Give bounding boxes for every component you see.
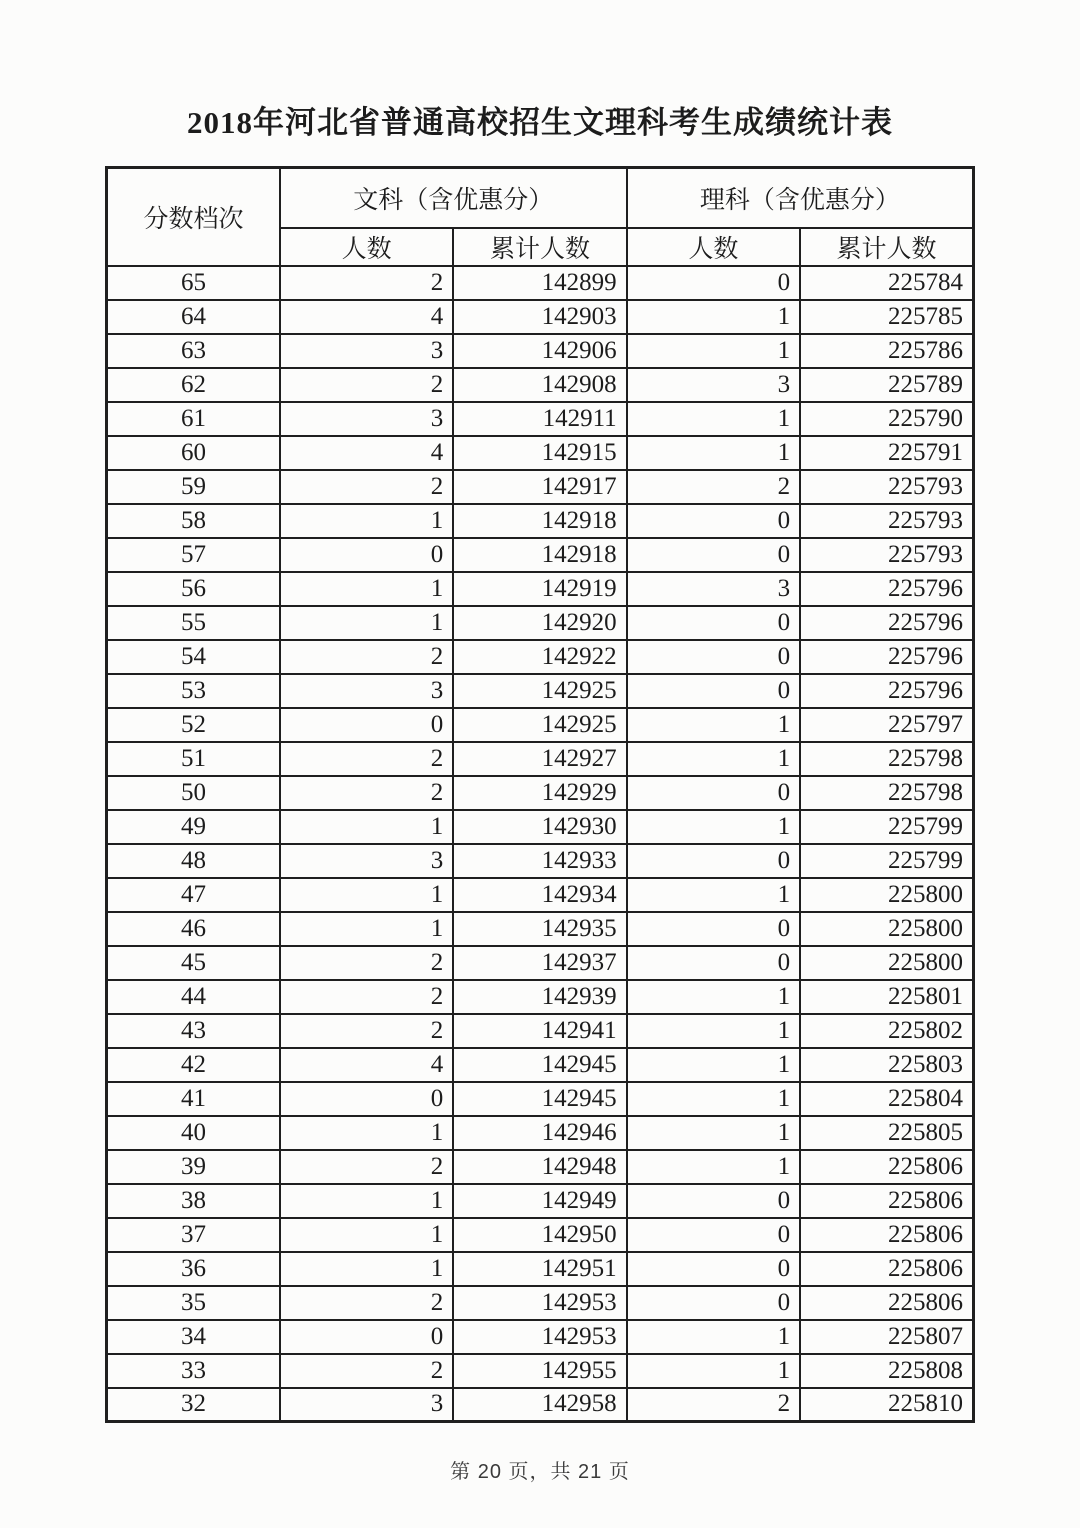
table-row [107,878,974,912]
page-number: 第 20 页，共 21 页 [450,1461,630,1483]
arts-cumulative-cell: 142933 [453,844,626,878]
score-level-cell: 42 [107,1048,280,1082]
science-count-cell: 1 [627,810,800,844]
arts-cumulative-cell: 142930 [453,810,626,844]
science-count-cell: 1 [627,742,800,776]
science-count-cell: 0 [627,1184,800,1218]
science-count-cell: 2 [627,470,800,504]
arts-count-cell: 4 [280,1048,453,1082]
header-arts-cumulative: 累计人数 [453,228,626,266]
table-row [107,1150,974,1184]
score-level-cell: 32 [107,1388,280,1422]
science-count-cell: 1 [627,980,800,1014]
science-cumulative-cell: 225799 [800,810,973,844]
science-cumulative-cell: 225796 [800,640,973,674]
table-row [107,470,974,504]
arts-cumulative-cell: 142937 [453,946,626,980]
arts-cumulative-cell: 142922 [453,640,626,674]
arts-count-cell: 2 [280,266,453,300]
score-level-cell: 60 [107,436,280,470]
header-score-level: 分数档次 [107,168,280,266]
arts-count-cell: 0 [280,1320,453,1354]
table-row [107,844,974,878]
arts-cumulative-cell: 142903 [453,300,626,334]
arts-count-cell: 1 [280,1116,453,1150]
table-row [107,1354,974,1388]
arts-cumulative-cell: 142915 [453,436,626,470]
table-row [107,300,974,334]
table-row [107,1388,974,1422]
table-row [107,1048,974,1082]
arts-count-cell: 2 [280,1354,453,1388]
arts-count-cell: 2 [280,742,453,776]
science-count-cell: 3 [627,368,800,402]
table-row [107,504,974,538]
score-level-cell: 45 [107,946,280,980]
score-level-cell: 64 [107,300,280,334]
arts-cumulative-cell: 142955 [453,1354,626,1388]
arts-count-cell: 1 [280,1252,453,1286]
arts-count-cell: 2 [280,640,453,674]
arts-cumulative-cell: 142953 [453,1286,626,1320]
science-cumulative-cell: 225798 [800,776,973,810]
science-cumulative-cell: 225810 [800,1388,973,1422]
table-body [107,266,974,1422]
table-row [107,1116,974,1150]
score-level-cell: 47 [107,878,280,912]
science-cumulative-cell: 225803 [800,1048,973,1082]
score-level-cell: 34 [107,1320,280,1354]
arts-cumulative-cell: 142925 [453,708,626,742]
science-cumulative-cell: 225793 [800,504,973,538]
arts-count-cell: 4 [280,436,453,470]
science-cumulative-cell: 225800 [800,912,973,946]
science-count-cell: 3 [627,572,800,606]
science-count-cell: 0 [627,776,800,810]
science-count-cell: 0 [627,606,800,640]
science-count-cell: 1 [627,878,800,912]
arts-cumulative-cell: 142911 [453,402,626,436]
arts-cumulative-cell: 142935 [453,912,626,946]
science-cumulative-cell: 225802 [800,1014,973,1048]
table-row [107,1286,974,1320]
table-row [107,640,974,674]
science-count-cell: 0 [627,266,800,300]
score-level-cell: 41 [107,1082,280,1116]
arts-cumulative-cell: 142949 [453,1184,626,1218]
science-cumulative-cell: 225806 [800,1184,973,1218]
arts-count-cell: 1 [280,1184,453,1218]
arts-count-cell: 3 [280,844,453,878]
score-statistics-table [105,166,975,1423]
science-count-cell: 0 [627,1218,800,1252]
arts-cumulative-cell: 142929 [453,776,626,810]
science-cumulative-cell: 225797 [800,708,973,742]
science-cumulative-cell: 225806 [800,1150,973,1184]
science-cumulative-cell: 225805 [800,1116,973,1150]
table-row [107,436,974,470]
score-level-cell: 50 [107,776,280,810]
science-cumulative-cell: 225785 [800,300,973,334]
page-title: 2018年河北省普通高校招生文理科考生成绩统计表 [187,105,893,140]
science-count-cell: 1 [627,1320,800,1354]
score-level-cell: 48 [107,844,280,878]
science-cumulative-cell: 225804 [800,1082,973,1116]
arts-cumulative-cell: 142945 [453,1082,626,1116]
science-cumulative-cell: 225808 [800,1354,973,1388]
arts-count-cell: 2 [280,946,453,980]
arts-cumulative-cell: 142919 [453,572,626,606]
arts-cumulative-cell: 142899 [453,266,626,300]
science-count-cell: 1 [627,1116,800,1150]
science-cumulative-cell: 225793 [800,538,973,572]
science-count-cell: 1 [627,1048,800,1082]
science-count-cell: 0 [627,946,800,980]
science-count-cell: 1 [627,436,800,470]
arts-count-cell: 1 [280,606,453,640]
arts-cumulative-cell: 142953 [453,1320,626,1354]
score-level-cell: 53 [107,674,280,708]
science-cumulative-cell: 225793 [800,470,973,504]
table-row [107,1082,974,1116]
table-row [107,538,974,572]
science-count-cell: 0 [627,504,800,538]
table-row [107,1014,974,1048]
score-level-cell: 61 [107,402,280,436]
arts-count-cell: 3 [280,1388,453,1422]
science-cumulative-cell: 225806 [800,1218,973,1252]
table-row [107,708,974,742]
science-count-cell: 1 [627,300,800,334]
science-count-cell: 1 [627,1082,800,1116]
arts-cumulative-cell: 142918 [453,538,626,572]
header-science-group: 理科（含优惠分） [627,168,974,228]
score-level-cell: 39 [107,1150,280,1184]
arts-count-cell: 2 [280,776,453,810]
science-cumulative-cell: 225796 [800,572,973,606]
table-row [107,1218,974,1252]
arts-count-cell: 1 [280,912,453,946]
table-row [107,1252,974,1286]
science-count-cell: 0 [627,844,800,878]
science-count-cell: 1 [627,334,800,368]
score-level-cell: 59 [107,470,280,504]
science-count-cell: 0 [627,1252,800,1286]
score-level-cell: 36 [107,1252,280,1286]
score-level-cell: 46 [107,912,280,946]
arts-count-cell: 2 [280,1014,453,1048]
science-cumulative-cell: 225798 [800,742,973,776]
arts-cumulative-cell: 142950 [453,1218,626,1252]
table-row [107,810,974,844]
science-cumulative-cell: 225790 [800,402,973,436]
score-level-cell: 44 [107,980,280,1014]
science-count-cell: 1 [627,708,800,742]
arts-count-cell: 0 [280,538,453,572]
table-row [107,674,974,708]
arts-count-cell: 2 [280,1150,453,1184]
table-header-group-row [107,168,974,228]
table-row [107,402,974,436]
arts-count-cell: 2 [280,368,453,402]
arts-cumulative-cell: 142958 [453,1388,626,1422]
science-cumulative-cell: 225799 [800,844,973,878]
arts-cumulative-cell: 142934 [453,878,626,912]
arts-cumulative-cell: 142941 [453,1014,626,1048]
score-level-cell: 63 [107,334,280,368]
arts-count-cell: 0 [280,708,453,742]
arts-count-cell: 2 [280,980,453,1014]
table-row [107,1320,974,1354]
table-row [107,266,974,300]
table-row [107,912,974,946]
arts-count-cell: 2 [280,470,453,504]
score-level-cell: 57 [107,538,280,572]
arts-count-cell: 1 [280,572,453,606]
arts-cumulative-cell: 142918 [453,504,626,538]
science-cumulative-cell: 225796 [800,674,973,708]
science-cumulative-cell: 225800 [800,946,973,980]
science-cumulative-cell: 225784 [800,266,973,300]
header-science-count: 人数 [627,228,800,266]
arts-count-cell: 1 [280,504,453,538]
table-row [107,946,974,980]
arts-cumulative-cell: 142945 [453,1048,626,1082]
science-count-cell: 0 [627,1286,800,1320]
arts-count-cell: 3 [280,674,453,708]
science-cumulative-cell: 225791 [800,436,973,470]
science-count-cell: 1 [627,1150,800,1184]
science-count-cell: 1 [627,402,800,436]
science-count-cell: 0 [627,640,800,674]
score-level-cell: 56 [107,572,280,606]
arts-count-cell: 1 [280,878,453,912]
science-count-cell: 0 [627,912,800,946]
science-count-cell: 0 [627,538,800,572]
score-level-cell: 33 [107,1354,280,1388]
score-level-cell: 38 [107,1184,280,1218]
arts-count-cell: 4 [280,300,453,334]
header-arts-group: 文科（含优惠分） [280,168,627,228]
science-cumulative-cell: 225801 [800,980,973,1014]
arts-count-cell: 2 [280,1286,453,1320]
arts-cumulative-cell: 142951 [453,1252,626,1286]
arts-count-cell: 0 [280,1082,453,1116]
science-cumulative-cell: 225796 [800,606,973,640]
arts-cumulative-cell: 142939 [453,980,626,1014]
arts-count-cell: 1 [280,810,453,844]
table-row [107,1184,974,1218]
table-header [107,168,974,266]
science-cumulative-cell: 225789 [800,368,973,402]
arts-cumulative-cell: 142946 [453,1116,626,1150]
score-level-cell: 40 [107,1116,280,1150]
science-cumulative-cell: 225786 [800,334,973,368]
arts-cumulative-cell: 142906 [453,334,626,368]
header-science-cumulative: 累计人数 [800,228,973,266]
science-cumulative-cell: 225806 [800,1252,973,1286]
table-row [107,572,974,606]
score-level-cell: 35 [107,1286,280,1320]
score-level-cell: 49 [107,810,280,844]
science-count-cell: 2 [627,1388,800,1422]
score-level-cell: 51 [107,742,280,776]
arts-cumulative-cell: 142908 [453,368,626,402]
science-cumulative-cell: 225800 [800,878,973,912]
score-level-cell: 65 [107,266,280,300]
science-count-cell: 0 [627,674,800,708]
table-row [107,742,974,776]
arts-cumulative-cell: 142927 [453,742,626,776]
header-arts-count: 人数 [280,228,453,266]
arts-count-cell: 3 [280,402,453,436]
science-count-cell: 1 [627,1014,800,1048]
table-row [107,980,974,1014]
score-level-cell: 62 [107,368,280,402]
score-level-cell: 55 [107,606,280,640]
score-level-cell: 58 [107,504,280,538]
science-count-cell: 1 [627,1354,800,1388]
table-row [107,606,974,640]
arts-cumulative-cell: 142925 [453,674,626,708]
score-level-cell: 37 [107,1218,280,1252]
arts-cumulative-cell: 142948 [453,1150,626,1184]
table-row [107,776,974,810]
science-cumulative-cell: 225807 [800,1320,973,1354]
arts-count-cell: 1 [280,1218,453,1252]
arts-count-cell: 3 [280,334,453,368]
score-level-cell: 54 [107,640,280,674]
arts-cumulative-cell: 142917 [453,470,626,504]
score-level-cell: 52 [107,708,280,742]
score-level-cell: 43 [107,1014,280,1048]
table-row [107,368,974,402]
arts-cumulative-cell: 142920 [453,606,626,640]
table-row [107,334,974,368]
science-cumulative-cell: 225806 [800,1286,973,1320]
